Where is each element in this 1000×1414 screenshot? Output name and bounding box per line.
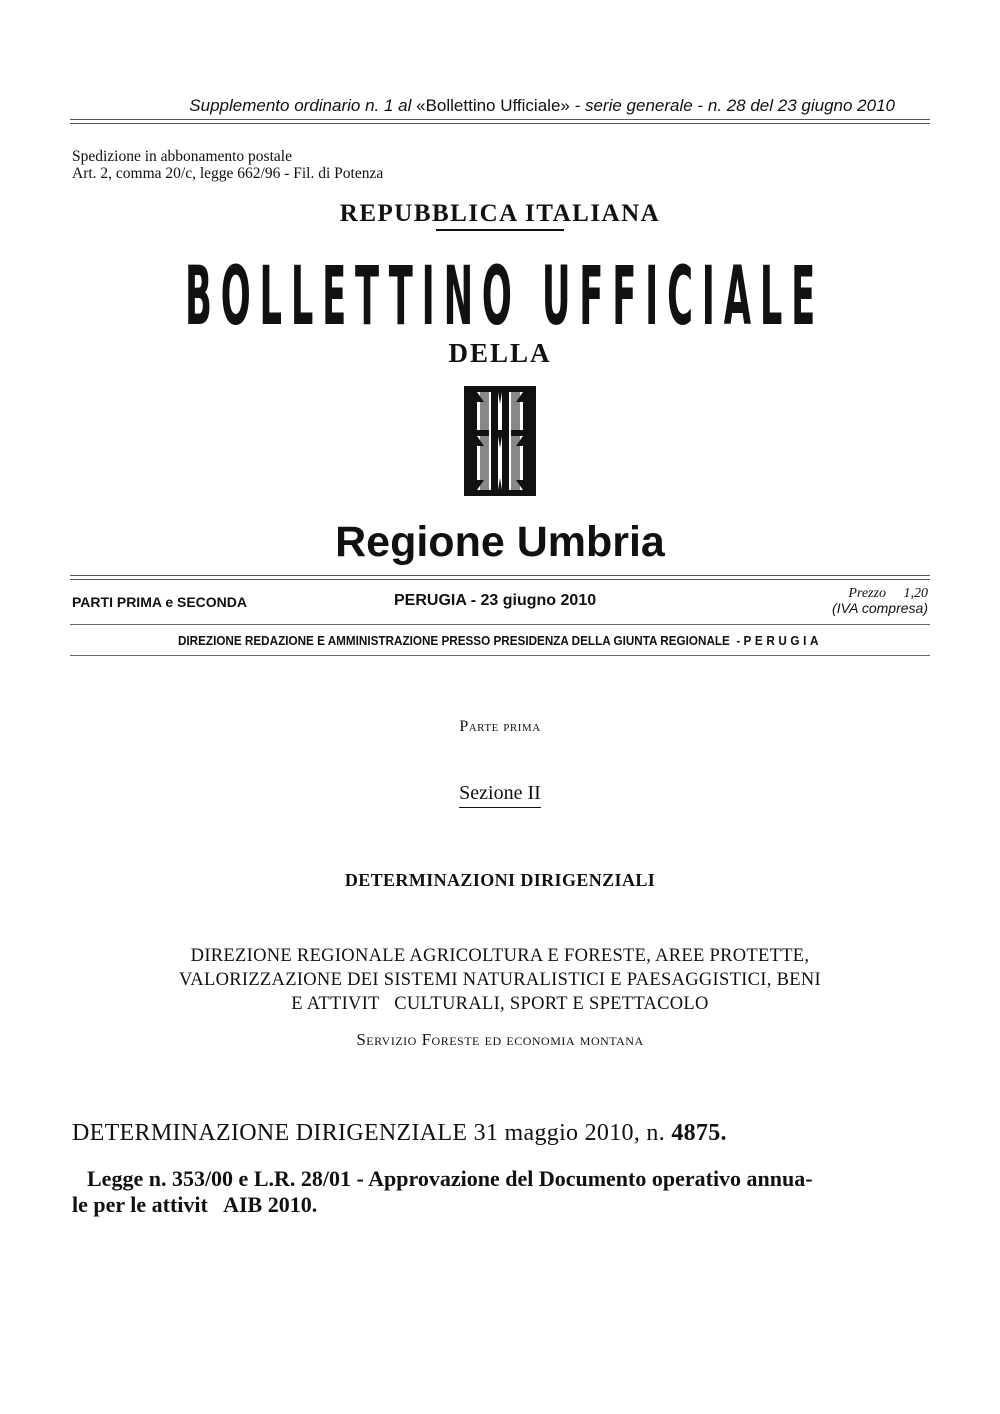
postal-notice <box>72 148 383 182</box>
determinazioni-heading: DETERMINAZIONI DIRIGENZIALI <box>344 870 656 890</box>
directorate-line: E ATTIVIT CULTURALI, SPORT E SPETTACOLO <box>291 994 709 1014</box>
administration-text: DIREZIONE REDAZIONE E AMMINISTRAZIONE PRESSO PRESIDENZA DELLA GIUNTA REGIONALE - <box>177 633 741 648</box>
sezione-heading <box>0 782 1000 805</box>
subject-line-2: le per le attivit AIB 2010. <box>72 1192 318 1217</box>
repubblica-underline <box>436 229 564 231</box>
administration-bar <box>50 633 950 648</box>
info-top-rule <box>70 575 930 580</box>
place-date: PERUGIA - 23 giugno 2010 <box>394 592 597 609</box>
parti-label: PARTI PRIMA e SECONDA <box>72 594 248 610</box>
repubblica-italiana: REPUBBLICA ITALIANA <box>339 200 661 227</box>
postal-notice-line-2: Art. 2, comma 20/c, legge 662/96 - Fil. di Potenza <box>72 165 384 182</box>
info-row <box>72 586 928 622</box>
della-label: DELLA <box>448 338 552 368</box>
sezione-text: Sezione II <box>459 782 541 808</box>
bollettino-ufficiale-title: BOLLETTINO UFFICIALE <box>185 250 825 345</box>
price-box <box>832 586 928 616</box>
postal-notice-line-1: Spedizione in abbonamento postale <box>72 148 292 165</box>
service-name: Servizio Foreste ed economia montana <box>356 1030 644 1049</box>
administration-rule <box>70 655 930 656</box>
administration-city: PERUGIA <box>743 633 823 648</box>
regione-umbria-title: Regione Umbria <box>335 518 665 566</box>
info-bottom-rule <box>70 624 930 625</box>
determination-text: DETERMINAZIONE DIRIGENZIALE 31 maggio 2010, n. <box>72 1120 666 1146</box>
directorate-line: VALORIZZAZIONE DEI SISTEMI NATURALISTICI E PAESAGGISTICI, BENI <box>179 970 821 990</box>
parte-heading: Parte prima <box>459 718 541 735</box>
determination-title <box>72 1120 727 1147</box>
directorate-line: DIREZIONE REGIONALE AGRICOLTURA E FORESTE, AREE PROTETTE, <box>190 946 810 966</box>
determination-subject <box>72 1166 930 1218</box>
iva-note: (IVA compresa) <box>832 600 928 616</box>
subject-line-1: Legge n. 353/00 e L.R. 28/01 - Approvazione del Documento operativo annua- <box>87 1166 813 1191</box>
supplement-title: «Bollettino Ufficiale» <box>416 96 570 115</box>
header-rule <box>70 119 930 124</box>
regional-directorate <box>0 944 1000 1016</box>
supplement-pre: Supplemento ordinario n. 1 al <box>189 96 412 115</box>
determination-number: 4875. <box>671 1120 727 1146</box>
supplement-header <box>100 96 895 116</box>
umbria-regional-emblem-icon <box>464 386 536 496</box>
price: Prezzo 1,20 <box>848 586 928 601</box>
supplement-post: - serie generale - n. 28 del 23 giugno 2010 <box>574 96 895 115</box>
